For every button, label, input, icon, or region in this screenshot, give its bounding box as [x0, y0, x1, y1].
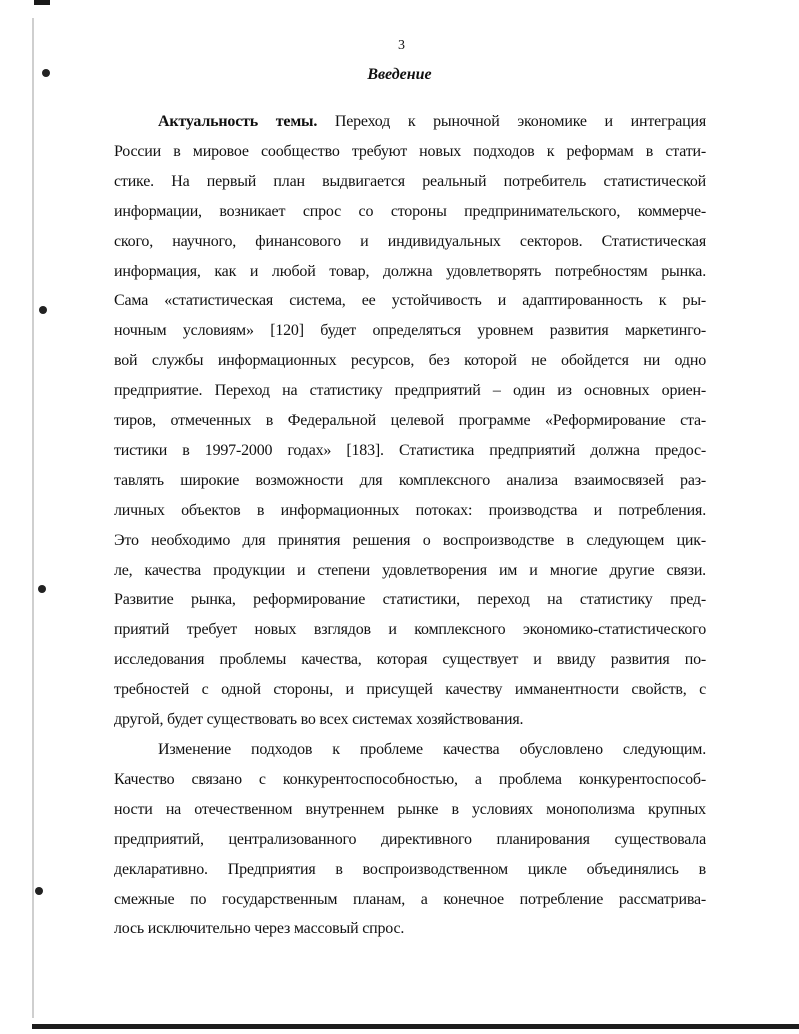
paragraph-line: Изменение подходов к проблеме качества обусловлено следующим. [158, 741, 706, 758]
paragraph-line: смежные по государственным планам, а конечное потребление рассматрива- [114, 890, 706, 908]
paragraph-line-text: Переход к рыночной экономике и интеграция [317, 113, 706, 130]
paragraph-line: ского, научного, финансового и индивидуальных секторов. Статистическая [114, 232, 706, 250]
paragraph-line: тавлять широкие возможности для комплексного анализа взаимосвязей раз- [114, 471, 706, 489]
punch-hole-mark [35, 887, 43, 895]
paragraph-line: Это необходимо для принятия решения о воспроизводстве в следующем цик- [114, 531, 706, 549]
paragraph-line: ночным условиям» [120] будет определяться уровнем развития маркетинго- [114, 322, 706, 340]
paragraph-line: требностей с одной стороны, и присущей качеству имманентности свойств, с [114, 681, 706, 699]
scan-artifact-bottom [32, 1024, 799, 1029]
punch-hole-mark [39, 306, 47, 314]
scan-artifact-left-edge [32, 18, 34, 1018]
paragraph-line: информации, возникает спрос со стороны предпринимательского, коммерче- [114, 202, 706, 220]
paragraph-line: лось исключительно через массовый спрос. [114, 920, 405, 938]
punch-hole-mark [38, 585, 46, 593]
page-title: Введение [367, 66, 432, 83]
paragraph-line: России в мировое сообщество требуют новых подходов к реформам в стати- [114, 142, 706, 160]
paragraph-line: вой службы информационных ресурсов, без которой не обойдется ни одно [114, 352, 706, 370]
paragraph-line: исследования проблемы качества, которая существует и ввиду развития по- [114, 651, 706, 669]
paragraph-line: Сама «статистическая система, ее устойчивость и адаптированность к ры- [114, 292, 706, 310]
page-number: 3 [398, 38, 405, 53]
paragraph-line [158, 110, 706, 134]
paragraph-line: стике. На первый план выдвигается реальный потребитель статистической [114, 172, 706, 190]
paragraph-line: приятий требует новых взглядов и комплексного экономико-статистического [114, 621, 706, 639]
paragraph-line: информация, как и любой товар, должна удовлетворять потребностям рынка. [114, 262, 706, 280]
paragraph-line: Развитие рынка, реформирование статистики, переход на статистику пред- [114, 591, 706, 609]
paragraph-line: тиров, отмеченных в Федеральной целевой программе «Реформирование ста- [114, 412, 706, 429]
paragraph-line: Качество связано с конкурентоспособностью, а проблема конкурентоспособ- [114, 770, 706, 788]
scan-artifact-top [34, 0, 50, 5]
paragraph-line: другой, будет существовать во всех системах хозяйствования. [114, 711, 524, 728]
paragraph-line: личных объектов в информационных потоках: производства и потребления. [114, 501, 706, 519]
paragraph-line: предприятий, централизованного директивного планирования существовала [114, 830, 706, 848]
paragraph-line: предприятие. Переход на статистику предприятий – один из основных ориен- [114, 382, 706, 400]
paragraph-line: ности на отечественном внутреннем рынке в условиях монополизма крупных [114, 800, 706, 818]
paragraph-line: декларативно. Предприятия в воспроизводственном цикле объединялись в [114, 860, 706, 878]
paragraph-line: тистики в 1997-2000 годах» [183]. Статистика предприятий должна предос- [114, 441, 706, 459]
paragraph-lead: Актуальность темы. [158, 113, 318, 130]
paragraph-line: ле, качества продукции и степени удовлетворения им и многие другие связи. [114, 561, 706, 579]
